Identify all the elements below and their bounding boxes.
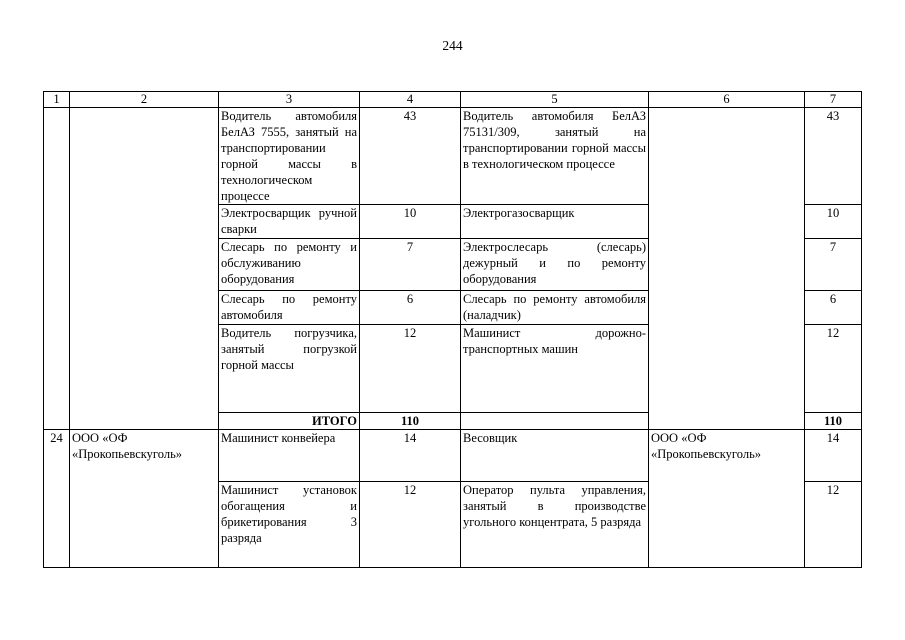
profession-new-cell: Оператор пульта управления, занятый в производстве угольного концентрата, 5 разряда [461, 482, 649, 568]
profession-new-cell: Электрослесарь (слесарь) дежурный и по ремонту оборудования [461, 239, 649, 291]
row-number-cell: 24 [44, 430, 70, 568]
page-number: 244 [442, 38, 463, 53]
organization-old-cell [70, 108, 219, 430]
count-old-cell: 43 [360, 108, 461, 205]
count-old-cell: 7 [360, 239, 461, 291]
column-header: 5 [461, 92, 649, 108]
column-header: 6 [649, 92, 805, 108]
table-row [44, 108, 862, 205]
professions-table [43, 91, 862, 568]
table-row [44, 430, 862, 482]
total-count-old: 110 [360, 413, 461, 430]
profession-old-cell: Слесарь по ремонту и обслуживанию оборудования [219, 239, 360, 291]
column-header: 4 [360, 92, 461, 108]
column-header: 2 [70, 92, 219, 108]
total-count-new: 110 [805, 413, 862, 430]
count-old-cell: 14 [360, 430, 461, 482]
count-new-cell: 12 [805, 325, 862, 413]
organization-new-cell [649, 108, 805, 430]
count-new-cell: 6 [805, 291, 862, 325]
empty-cell [461, 413, 649, 430]
count-new-cell: 7 [805, 239, 862, 291]
count-old-cell: 12 [360, 482, 461, 568]
profession-old-cell: Водитель погрузчика, занятый погрузкой горной массы [219, 325, 360, 413]
column-header: 1 [44, 92, 70, 108]
profession-new-cell: Слесарь по ремонту автомобиля (наладчик) [461, 291, 649, 325]
profession-new-cell: Весовщик [461, 430, 649, 482]
column-header: 7 [805, 92, 862, 108]
row-number-cell [44, 108, 70, 430]
profession-old-cell: Слесарь по ремонту автомобиля [219, 291, 360, 325]
organization-new-cell: ООО «ОФ «Прокопьевскуголь» [649, 430, 805, 568]
profession-old-cell: Водитель автомобиля БелАЗ 7555, занятый на транспортировании горной массы в технологическом процессе [219, 108, 360, 205]
column-header: 3 [219, 92, 360, 108]
count-old-cell: 12 [360, 325, 461, 413]
count-new-cell: 10 [805, 205, 862, 239]
organization-old-cell: ООО «ОФ «Прокопьевскуголь» [70, 430, 219, 568]
total-label: ИТОГО [219, 413, 360, 430]
profession-old-cell: Машинист конвейера [219, 430, 360, 482]
count-old-cell: 10 [360, 205, 461, 239]
profession-old-cell: Машинист установок обогащения и брикетирования 3 разряда [219, 482, 360, 568]
count-new-cell: 14 [805, 430, 862, 482]
count-old-cell: 6 [360, 291, 461, 325]
profession-new-cell: Машинист дорожно-транспортных машин [461, 325, 649, 413]
profession-new-cell: Электрогазосварщик [461, 205, 649, 239]
table-header-row [44, 92, 862, 108]
profession-old-cell: Электросварщик ручной сварки [219, 205, 360, 239]
profession-new-cell: Водитель автомобиля БелАЗ 75131/309, занятый на транспортировании горной массы в технологическом процессе [461, 108, 649, 205]
count-new-cell: 43 [805, 108, 862, 205]
count-new-cell: 12 [805, 482, 862, 568]
